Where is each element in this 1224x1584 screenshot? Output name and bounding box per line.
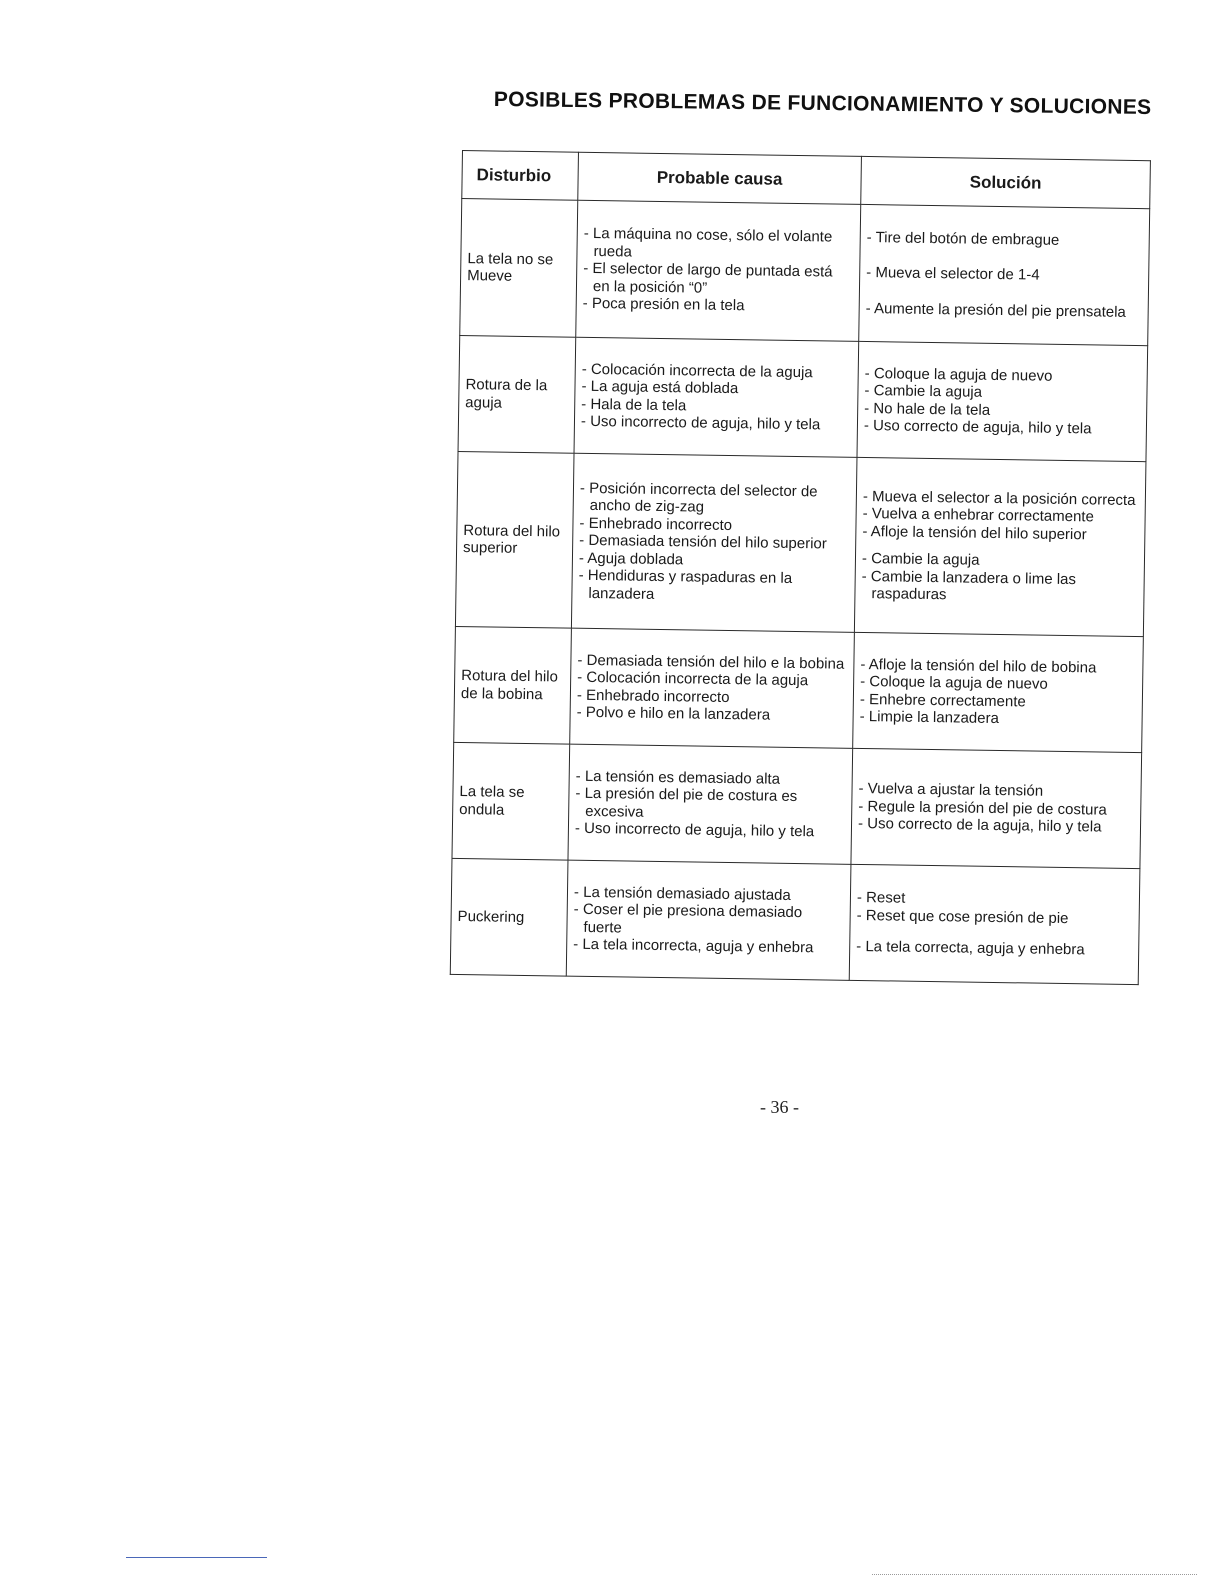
solution-item: - Vuelva a enhebrar correctamente — [862, 504, 1094, 526]
table-row — [452, 742, 1142, 868]
cause-item: - Uso incorrecto de aguja, hilo y tela — [580, 412, 821, 434]
header-probable-causa: Probable causa — [578, 152, 862, 204]
issue-cell: Rotura de la aguja — [458, 335, 576, 453]
causes-cell — [576, 200, 861, 341]
causes-cell — [568, 744, 853, 864]
cause-item: - La tensión es demasiado alta — [575, 767, 781, 788]
causes-cell — [570, 628, 855, 748]
cause-item: - Aguja doblada — [578, 549, 684, 569]
cause-item: - La tensión demasiado ajustada — [573, 883, 791, 904]
solution-item: - Uso correcto de la aguja, hilo y tela — [857, 815, 1102, 836]
issue-cell: La tela no se Mueve — [460, 199, 578, 338]
cause-item: - Demasiada tensión del hilo e la bobina — [577, 651, 845, 673]
cause-item: - Hendiduras y raspaduras en la lanzadera — [578, 567, 793, 603]
solution-item: - Afloje la tensión del hilo de bobina — [860, 655, 1097, 676]
solution-item: - Limpie la lanzadera — [859, 707, 1000, 728]
troubleshooting-table — [450, 150, 1151, 985]
cause-item: - El selector de largo de puntada está en la posición “0” — [583, 260, 833, 297]
table-row — [458, 335, 1148, 461]
header-solucion: Solución — [861, 156, 1151, 208]
solution-item: - Coloque la aguja de nuevo — [864, 364, 1053, 385]
solution-item: - La tela correcta, aguja y enhebra — [856, 938, 1085, 959]
solution-item: - Mueva el selector de 1-4 — [866, 264, 1040, 284]
solutions-cell — [854, 457, 1146, 636]
footer-rule-right — [872, 1574, 1197, 1575]
solutions-cell — [859, 204, 1150, 345]
causes-cell — [566, 860, 851, 980]
cause-item: - Polvo e hilo en la lanzadera — [576, 703, 771, 724]
solution-item: - Enhebre correctamente — [859, 690, 1026, 710]
solution-item: - Tire del botón de embrague — [866, 228, 1060, 249]
cause-item: - Enhebrado incorrecto — [579, 514, 733, 534]
solution-item: - Cambie la aguja — [864, 381, 983, 401]
cause-item: - Coser el pie presiona demasiado fuerte — [573, 900, 803, 936]
cause-item: - Uso incorrecto de aguja, hilo y tela — [574, 819, 815, 841]
page-number: - 36 - — [760, 1097, 799, 1117]
cause-item: - La presión del pie de costura es excesiva — [575, 784, 798, 821]
solution-item: - Afloje la tensión del hilo superior — [862, 522, 1087, 543]
table-row — [455, 451, 1146, 636]
solutions-cell — [849, 864, 1140, 984]
solutions-cell — [851, 748, 1142, 868]
issue-cell: Puckering — [450, 858, 568, 976]
cause-item: - Poca presión en la tela — [582, 295, 745, 315]
cause-item: - La máquina no cose, sólo el volante rueda — [583, 225, 833, 261]
issue-cell: La tela se ondula — [452, 742, 570, 860]
footer-rule-left — [126, 1557, 267, 1558]
solutions-cell — [853, 632, 1144, 752]
troubleshooting-table-wrapper — [450, 150, 1151, 985]
cause-item: - Demasiada tensión del hilo superior — [579, 532, 827, 553]
cause-item: - Colocación incorrecta de la aguja — [581, 360, 813, 381]
cause-item: - Enhebrado incorrecto — [576, 686, 730, 706]
solution-item: - No hale de la tela — [864, 399, 991, 419]
causes-cell — [574, 337, 859, 457]
solution-item: - Cambie la lanzadera o lime las raspaduras — [861, 567, 1077, 604]
issue-cell: Rotura del hilo de la bobina — [454, 626, 572, 744]
table-row — [450, 858, 1140, 984]
causes-cell — [571, 453, 857, 632]
cause-item: - Posición incorrecta del selector de ancho de zig-zag — [579, 479, 818, 516]
solution-item: - Uso correcto de aguja, hilo y tela — [863, 416, 1092, 438]
cause-item: - Colocación incorrecta de la aguja — [577, 668, 809, 690]
page-title: POSIBLES PROBLEMAS DE FUNCIONAMIENTO Y SOLUCIONES — [493, 88, 1152, 120]
solution-item: - Reset que cose presión de pie — [856, 906, 1069, 927]
solution-item: - Cambie la aguja — [861, 549, 980, 569]
table-row — [454, 626, 1144, 752]
solution-item: - Reset — [856, 889, 906, 907]
header-disturbio: Disturbio — [462, 151, 579, 201]
table-row — [460, 199, 1150, 346]
cause-item: - La aguja está doblada — [581, 377, 739, 398]
cause-item: - La tela incorrecta, aguja y enhebra — [573, 935, 814, 957]
issue-cell: Rotura del hilo superior — [455, 451, 574, 628]
solutions-cell — [857, 341, 1148, 461]
cause-item: - Hala de la tela — [581, 395, 687, 414]
solution-item: - Aumente la presión del pie prensatela — [865, 299, 1126, 321]
solution-item: - Regule la presión del pie de costura — [858, 797, 1107, 819]
solution-item: - Mueva el selector a la posición correcta — [862, 487, 1136, 509]
solution-item: - Vuelva a ajustar la tensión — [858, 780, 1044, 800]
solution-item: - Coloque la aguja de nuevo — [860, 672, 1048, 693]
